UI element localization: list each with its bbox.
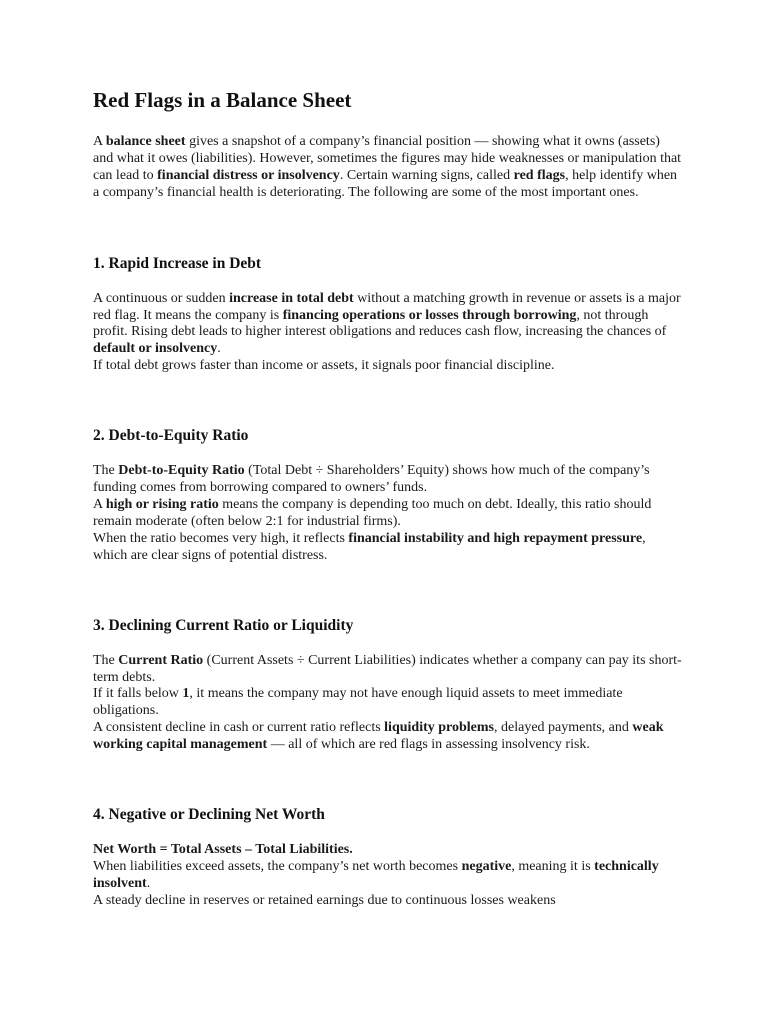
text-run: without a matching growth in revenue or assets is a major red flag. It means the company is	[93, 290, 681, 323]
body-paragraph	[93, 497, 683, 531]
section	[93, 805, 683, 910]
text-run: A	[93, 496, 106, 512]
text-run: A continuous or sudden	[93, 290, 230, 306]
section-heading: 3. Declining Current Ratio or Liquidity	[93, 616, 354, 634]
bold-text-run: financial distress or insolvency	[157, 167, 340, 183]
bold-text-run: liquidity problems	[384, 720, 494, 736]
text-run: If it falls below	[93, 686, 183, 702]
section-body	[93, 291, 683, 376]
text-run: The	[93, 652, 119, 668]
section	[93, 254, 683, 376]
section-body	[93, 653, 683, 754]
body-paragraph	[93, 720, 683, 754]
text-run: (Total Debt ÷ Shareholders’ Equity) shows how much of the company’s funding comes from borrowing compared to owners’ funds.	[93, 463, 650, 496]
text-run: , meaning it is	[511, 858, 595, 874]
section-heading: 2. Debt-to-Equity Ratio	[93, 427, 249, 445]
section	[93, 426, 683, 564]
text-run: , it means the company may not have enough liquid assets to meet immediate obligations.	[93, 686, 623, 719]
text-run: means the company is depending too much on debt. Ideally, this ratio should remain moderate (often below 2:1 for industrial firms).	[93, 496, 652, 529]
body-paragraph	[93, 686, 683, 720]
text-run: A	[93, 134, 106, 149]
bold-text-run: balance sheet	[105, 134, 186, 149]
bold-text-run: 1	[182, 686, 190, 702]
body-paragraph	[93, 859, 683, 893]
body-paragraph	[93, 291, 683, 359]
bold-text-run: Debt-to-Equity Ratio	[118, 463, 245, 479]
section-heading: 4. Negative or Declining Net Worth	[93, 806, 325, 824]
body-paragraph	[93, 358, 683, 375]
sections-container	[93, 254, 683, 910]
text-run: , help identify when a company’s financial health is deteriorating. The following are some of the most important ones.	[93, 167, 678, 200]
section-body	[93, 463, 683, 564]
document-page	[93, 86, 683, 910]
body-paragraph	[93, 531, 683, 565]
bold-text-run: technically insolvent	[93, 858, 659, 891]
text-run: , not through profit. Rising debt leads to higher interest obligations and reduces cash flow, increasing the chances of	[93, 307, 667, 340]
bold-text-run: red flags	[513, 167, 566, 183]
body-paragraph	[93, 653, 683, 687]
text-run: A steady decline in reserves or retained earnings due to continuous losses weakens	[93, 892, 556, 908]
bold-text-run: increase in total debt	[229, 290, 354, 306]
text-run: . Certain warning signs, called	[339, 167, 514, 183]
section	[93, 616, 683, 754]
bold-text-run: Net Worth = Total Assets – Total Liabilities.	[93, 842, 353, 858]
body-paragraph	[93, 842, 683, 859]
intro-paragraph	[93, 134, 683, 202]
text-run: , which are clear signs of potential distress.	[93, 530, 646, 563]
bold-text-run: negative	[461, 858, 512, 874]
text-run: (Current Assets ÷ Current Liabilities) indicates whether a company can pay its short-term debts.	[93, 652, 682, 685]
text-run: If total debt grows faster than income or assets, it signals poor financial discipline.	[93, 358, 555, 374]
section-body	[93, 842, 683, 910]
body-paragraph	[93, 463, 683, 497]
text-run: , delayed payments, and	[494, 720, 633, 736]
text-run: .	[146, 875, 151, 891]
bold-text-run: Current Ratio	[118, 652, 204, 668]
section-heading: 1. Rapid Increase in Debt	[93, 254, 262, 272]
text-run: When liabilities exceed assets, the company’s net worth becomes	[93, 858, 462, 874]
bold-text-run: weak working capital management	[93, 720, 664, 753]
text-run: A consistent decline in cash or current ratio reflects	[93, 720, 385, 736]
body-paragraph	[93, 893, 683, 910]
bold-text-run: default or insolvency	[93, 341, 218, 357]
text-run: .	[217, 341, 221, 357]
text-run: When the ratio becomes very high, it reflects	[93, 530, 349, 546]
page-title: Red Flags in a Balance Sheet	[93, 88, 352, 112]
text-run: The	[93, 463, 119, 479]
text-run: — all of which are red flags in assessing insolvency risk.	[267, 737, 590, 753]
bold-text-run: financial instability and high repayment pressure	[348, 530, 643, 546]
text-run: gives a snapshot of a company’s financial position — showing what it owns (assets) and what it owes (liabilities). However, sometimes the figures may hide weaknesses or manipulation that can lead to	[93, 134, 682, 183]
bold-text-run: high or rising ratio	[105, 496, 219, 512]
bold-text-run: financing operations or losses through borrowing	[282, 307, 577, 323]
